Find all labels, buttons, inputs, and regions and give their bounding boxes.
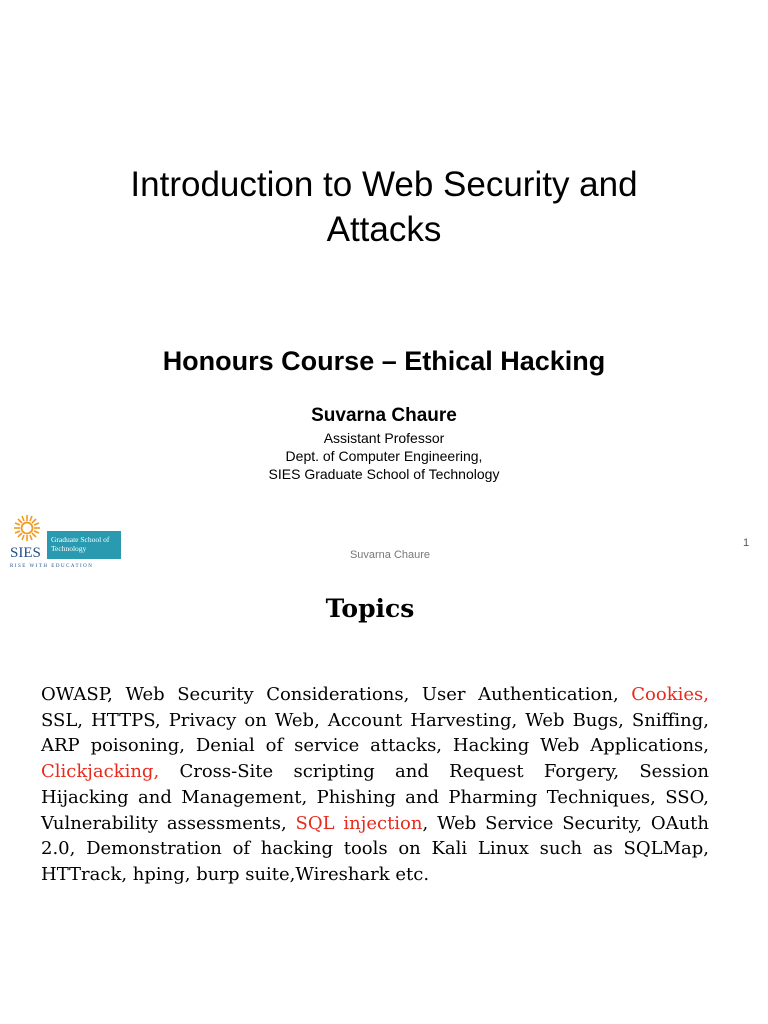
author-role: Assistant Professor: [323, 430, 445, 446]
slide-title-line1: Introduction to Web Security and: [130, 165, 638, 204]
footer-author: Suvarna Chaure: [349, 549, 431, 561]
topics-heading: Topics: [325, 594, 415, 623]
author-block: [100, 403, 668, 483]
topics-text-segment: , Web Service Security, OAuth 2.0, Demonstration of hacking tools on Kali Linux such as SQLMap, HTTrack, hping, burp suite,Wireshark etc.: [41, 812, 709, 885]
topics-text-segment: SSL, HTTPS, Privacy on Web, Account Harvesting, Web Bugs, Sniffing, ARP poisoning, Denial of service attacks, Hacking Web Applications,: [41, 709, 709, 757]
topics-text-segment: OWASP, Web Security Considerations, User Authentication,: [41, 684, 632, 705]
logo-brand: SIES: [10, 545, 41, 561]
topic-highlight-cookies: Cookies,: [631, 684, 709, 705]
topics-text-segment: Cross-Site scripting and Request Forgery, Session Hijacking and Management, Phishing and Pharming Techniques, SSO, Vulnerability assessments,: [41, 761, 709, 834]
logo-box-line1: Graduate School of: [51, 535, 110, 544]
slide-title-line2: Attacks: [326, 210, 442, 249]
author-department: Dept. of Computer Engineering,: [285, 448, 483, 464]
logo-tagline: RISE WITH EDUCATION: [10, 564, 94, 569]
slide-subtitle: Honours Course – Ethical Hacking: [162, 346, 606, 376]
page-number: 1: [742, 537, 750, 549]
author-institution: SIES Graduate School of Technology: [268, 466, 500, 482]
sies-logo: [9, 512, 125, 572]
author-name: Suvarna Chaure: [311, 405, 457, 426]
topic-highlight-sql-injection: SQL injection: [295, 812, 423, 834]
topics-paragraph: [41, 682, 709, 888]
topic-highlight-clickjacking: Clickjacking,: [41, 761, 160, 783]
slide-title: [60, 162, 708, 252]
sun-icon: [14, 515, 40, 541]
logo-box-line2: Technology: [51, 544, 87, 553]
sies-logo-graphic: [9, 512, 125, 572]
